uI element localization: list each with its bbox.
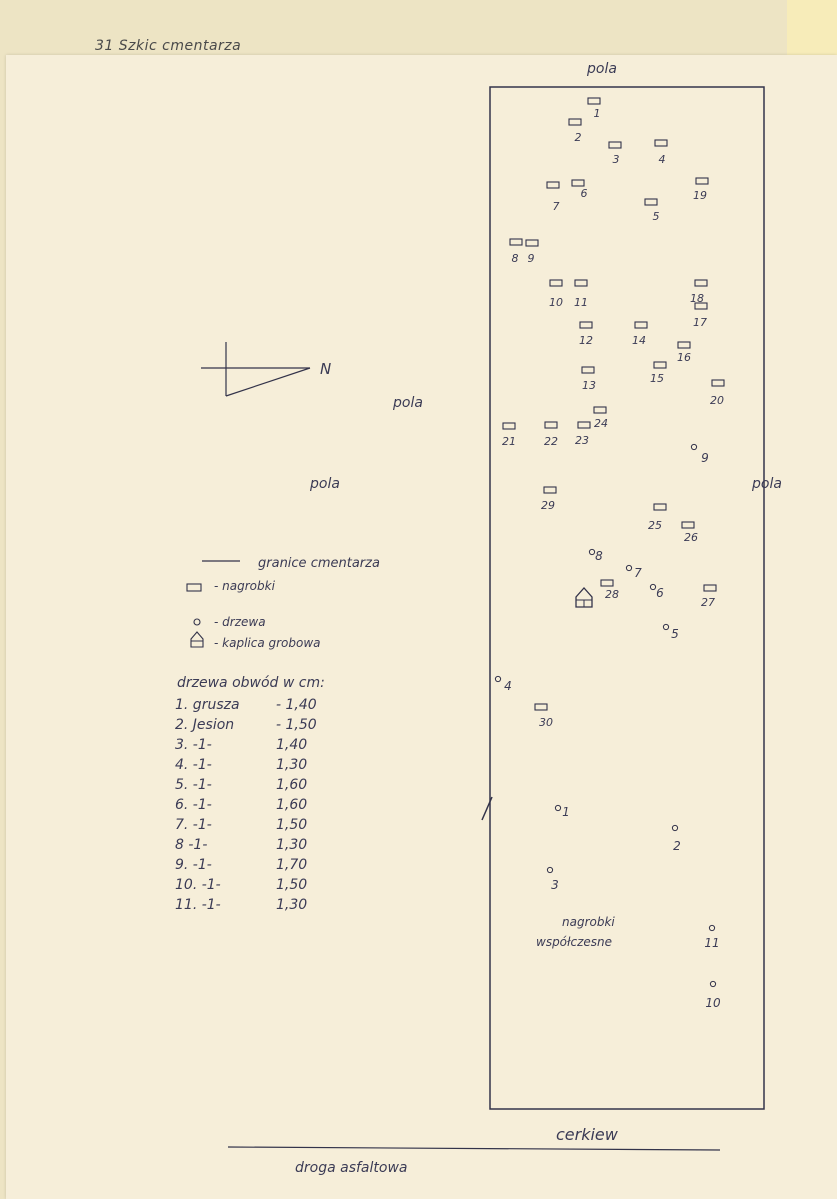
legend [187,556,380,650]
trees-table-row-value: 1,60 [276,797,308,813]
grave-number-label: 11 [574,296,588,309]
tree-number-label: 1 [562,805,570,819]
trees-table [175,675,325,913]
tree-icon [589,549,594,554]
tree-number-label: 9 [701,451,709,465]
tombstone-icon [580,322,592,328]
tombstone-icon [503,423,515,429]
tree-icon [555,805,560,810]
grave-number-label: 21 [502,435,516,448]
graves-layer [502,98,724,729]
field-label-top: pola [587,61,617,77]
trees-table-row-label: 10. -1- [175,877,221,893]
road-label: droga asfaltowa [295,1160,408,1176]
tree-icon [691,444,696,449]
modern-graves-label-1: nagrobki [562,915,615,929]
grave-number-label: 28 [605,588,619,601]
trees-table-row-value: 1,40 [276,737,308,753]
tombstone-icon [550,280,562,286]
trees-table-row-label: 5. -1- [175,777,212,793]
trees-table-row-value: 1,30 [276,757,308,773]
trees-table-row-value: - 1,50 [276,717,317,733]
grave-number-label: 10 [549,296,563,309]
tombstone-icon [601,580,613,586]
legend-tree-icon [194,619,200,625]
trees-table-row-value: 1,50 [276,877,308,893]
tree-icon [672,825,677,830]
tree-icon [663,624,668,629]
grave-number-label: 29 [541,499,555,512]
tree-number-label: 11 [704,936,720,950]
tree-icon [650,584,655,589]
tree-number-label: 7 [634,566,642,580]
trees-table-row-label: 3. -1- [175,737,212,753]
tree-icon [547,867,552,872]
field-label-left-mid: pola [393,395,423,411]
tombstone-icon [575,280,587,286]
legend-chapel-label: - kaplica grobowa [214,636,321,650]
grave-number-label: 9 [527,252,535,265]
tombstone-icon [682,522,694,528]
tombstone-icon [569,119,581,125]
grave-number-label: 12 [579,334,593,347]
grave-number-label: 30 [539,716,553,729]
trees-table-row-label: 7. -1- [175,817,212,833]
tree-icon [626,565,631,570]
trees-table-title: drzewa obwód w cm: [177,675,325,691]
grave-number-label: 3 [612,153,620,166]
compass [201,342,331,396]
tree-number-label: 5 [671,627,679,641]
tombstone-icon [704,585,716,591]
trees-table-row-label: 6. -1- [175,797,212,813]
tree-number-label: 3 [551,878,559,892]
grave-number-label: 4 [658,153,666,166]
legend-chapel-icon [191,632,203,647]
grave-number-label: 6 [580,187,588,200]
page-title: 31 Szkic cmentarza [95,38,242,54]
trees-table-row-label: 8 -1- [175,837,208,853]
grave-number-label: 22 [544,435,558,448]
tombstone-icon [712,380,724,386]
trees-table-row-value: 1,30 [276,897,308,913]
tombstone-icon [696,178,708,184]
grave-number-label: 1 [593,107,601,120]
tree-number-label: 2 [673,839,681,853]
trees-table-row-value: - 1,40 [276,697,317,713]
grave-number-label: 25 [648,519,662,532]
tombstone-icon [654,504,666,510]
grave-number-label: 19 [693,189,707,202]
tombstone-icon [547,182,559,188]
tombstone-icon [544,487,556,493]
grave-number-label: 5 [652,210,660,223]
field-label-right: pola [752,476,782,492]
tombstone-icon [655,140,667,146]
tombstone-icon [545,422,557,428]
trees-table-row-value: 1,30 [276,837,308,853]
tombstone-icon [582,367,594,373]
grave-number-label: 7 [552,200,560,213]
trees-table-row-label: 11. -1- [175,897,221,913]
legend-tree-label: - drzewa [214,615,266,629]
tombstone-icon [695,280,707,286]
tombstone-icon [510,239,522,245]
tree-icon [709,925,714,930]
trees-table-row-value: 1,70 [276,857,308,873]
tombstone-icon [572,180,584,186]
trees-table-row-label: 4. -1- [175,757,212,773]
field-label-left-low: pola [310,476,340,492]
grave-number-label: 24 [594,417,608,430]
road-line [228,1147,720,1150]
trees-table-row-label: 9. -1- [175,857,212,873]
legend-tombstone-label: - nagrobki [214,579,275,593]
modern-graves-label-2: współczesne [536,935,612,949]
legend-tombstone-icon [187,584,201,591]
church-label: cerkiew [556,1125,618,1144]
tombstone-icon [609,142,621,148]
tombstone-icon [635,322,647,328]
trees-table-row-label: 1. grusza [175,697,240,713]
tree-number-label: 10 [705,996,721,1010]
tree-number-label: 4 [504,679,512,693]
tombstone-icon [526,240,538,246]
tombstone-icon [678,342,690,348]
tree-number-label: 8 [595,549,603,563]
grave-number-label: 27 [701,596,715,609]
grave-number-label: 23 [575,434,589,447]
tombstone-icon [535,704,547,710]
trees-table-row-value: 1,60 [276,777,308,793]
tree-icon [710,981,715,986]
grave-number-label: 13 [582,379,596,392]
tombstone-icon [594,407,606,413]
tombstone-icon [654,362,666,368]
grave-number-label: 26 [684,531,698,544]
tombstone-icon [578,422,590,428]
compass-north-label: N [320,360,332,378]
tree-icon [495,676,500,681]
grave-number-label: 20 [710,394,724,407]
trees-table-row-value: 1,50 [276,817,308,833]
tombstone-icon [588,98,600,104]
chapel-icon [576,588,592,607]
tree-number-label: 6 [656,586,664,600]
grave-number-label: 14 [632,334,646,347]
tombstone-icon [645,199,657,205]
grave-number-label: 15 [650,372,664,385]
grave-number-label: 17 [693,316,707,329]
legend-boundary-label: granice cmentarza [258,556,380,571]
grave-number-label: 16 [677,351,691,364]
grave-number-label: 2 [574,131,582,144]
trees-table-row-label: 2. Jesion [175,717,235,733]
grave-number-label: 8 [511,252,519,265]
grave-number-label: 18 [690,292,704,305]
